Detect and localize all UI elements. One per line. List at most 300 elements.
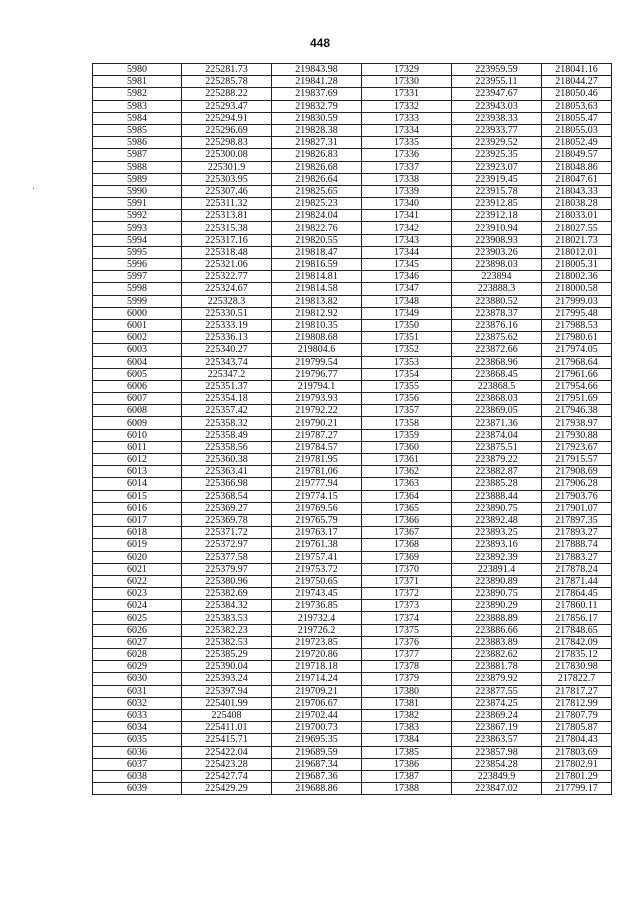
y-coordinate-left-cell: 219720.86 <box>272 649 362 661</box>
y-coordinate-right-cell: 217860.11 <box>542 600 612 612</box>
table-row <box>93 246 612 258</box>
x-coordinate-left-cell: 225383.53 <box>182 612 272 624</box>
y-coordinate-left-cell: 219799.54 <box>272 356 362 368</box>
y-coordinate-left-cell: 219813.82 <box>272 295 362 307</box>
point-number-right-cell: 17372 <box>362 588 452 600</box>
table-row <box>93 319 612 331</box>
point-number-right-cell: 17330 <box>362 76 452 88</box>
point-number-right-cell: 17351 <box>362 332 452 344</box>
point-number-left-cell: 5987 <box>93 149 182 161</box>
table-row <box>93 149 612 161</box>
y-coordinate-right-cell: 218038.28 <box>542 198 612 210</box>
point-number-right-cell: 17382 <box>362 709 452 721</box>
point-number-right-cell: 17387 <box>362 770 452 782</box>
x-coordinate-right-cell: 223919.45 <box>452 173 542 185</box>
point-number-right-cell: 17369 <box>362 551 452 563</box>
y-coordinate-left-cell: 219702.44 <box>272 709 362 721</box>
table-row <box>93 722 612 734</box>
table-row <box>93 624 612 636</box>
point-number-right-cell: 17355 <box>362 380 452 392</box>
y-coordinate-right-cell: 217835.12 <box>542 649 612 661</box>
point-number-right-cell: 17385 <box>362 746 452 758</box>
point-number-right-cell: 17354 <box>362 368 452 380</box>
y-coordinate-right-cell: 217842.09 <box>542 636 612 648</box>
y-coordinate-right-cell: 217802.91 <box>542 758 612 770</box>
point-number-left-cell: 5989 <box>93 173 182 185</box>
x-coordinate-left-cell: 225382.53 <box>182 636 272 648</box>
point-number-right-cell: 17356 <box>362 393 452 405</box>
point-number-right-cell: 17341 <box>362 210 452 222</box>
y-coordinate-left-cell: 219792.22 <box>272 405 362 417</box>
x-coordinate-left-cell: 225357.42 <box>182 405 272 417</box>
point-number-right-cell: 17371 <box>362 575 452 587</box>
table-row <box>93 551 612 563</box>
y-coordinate-right-cell: 217951.69 <box>542 393 612 405</box>
table-row <box>93 76 612 88</box>
x-coordinate-right-cell: 223869.24 <box>452 709 542 721</box>
table-row <box>93 649 612 661</box>
x-coordinate-right-cell: 223890.75 <box>452 588 542 600</box>
coordinates-table <box>92 63 612 795</box>
x-coordinate-right-cell: 223912.18 <box>452 210 542 222</box>
y-coordinate-left-cell: 219750.65 <box>272 575 362 587</box>
y-coordinate-right-cell: 218000.58 <box>542 283 612 295</box>
x-coordinate-left-cell: 225315.38 <box>182 222 272 234</box>
y-coordinate-right-cell: 217903.76 <box>542 490 612 502</box>
table-row <box>93 210 612 222</box>
x-coordinate-right-cell: 223879.22 <box>452 454 542 466</box>
x-coordinate-right-cell: 223893.16 <box>452 539 542 551</box>
y-coordinate-left-cell: 219777.94 <box>272 478 362 490</box>
y-coordinate-left-cell: 219814.58 <box>272 283 362 295</box>
y-coordinate-right-cell: 218050.46 <box>542 88 612 100</box>
x-coordinate-right-cell: 223894 <box>452 271 542 283</box>
y-coordinate-left-cell: 219718.18 <box>272 661 362 673</box>
point-number-left-cell: 6002 <box>93 332 182 344</box>
table-row <box>93 283 612 295</box>
y-coordinate-left-cell: 219687.36 <box>272 770 362 782</box>
x-coordinate-left-cell: 225307.46 <box>182 185 272 197</box>
point-number-left-cell: 6008 <box>93 405 182 417</box>
x-coordinate-left-cell: 225336.13 <box>182 332 272 344</box>
point-number-left-cell: 5997 <box>93 271 182 283</box>
point-number-left-cell: 6004 <box>93 356 182 368</box>
point-number-right-cell: 17376 <box>362 636 452 648</box>
y-coordinate-left-cell: 219761.38 <box>272 539 362 551</box>
table-row <box>93 222 612 234</box>
y-coordinate-left-cell: 219828.38 <box>272 124 362 136</box>
x-coordinate-right-cell: 223874.04 <box>452 429 542 441</box>
x-coordinate-right-cell: 223874.25 <box>452 697 542 709</box>
y-coordinate-right-cell: 217906.28 <box>542 478 612 490</box>
table-row <box>93 454 612 466</box>
point-number-left-cell: 6013 <box>93 466 182 478</box>
table-row <box>93 161 612 173</box>
y-coordinate-right-cell: 218002.36 <box>542 271 612 283</box>
table-row <box>93 405 612 417</box>
y-coordinate-left-cell: 219808.68 <box>272 332 362 344</box>
x-coordinate-left-cell: 225354.18 <box>182 393 272 405</box>
table-row <box>93 636 612 648</box>
y-coordinate-left-cell: 219774.15 <box>272 490 362 502</box>
point-number-left-cell: 5980 <box>93 64 182 76</box>
table-row <box>93 575 612 587</box>
point-number-right-cell: 17359 <box>362 429 452 441</box>
x-coordinate-left-cell: 225427.74 <box>182 770 272 782</box>
point-number-left-cell: 5998 <box>93 283 182 295</box>
x-coordinate-left-cell: 225360.38 <box>182 454 272 466</box>
point-number-left-cell: 5985 <box>93 124 182 136</box>
x-coordinate-right-cell: 223872.66 <box>452 344 542 356</box>
point-number-right-cell: 17331 <box>362 88 452 100</box>
point-number-left-cell: 6016 <box>93 502 182 514</box>
y-coordinate-right-cell: 217807.79 <box>542 709 612 721</box>
x-coordinate-left-cell: 225385.29 <box>182 649 272 661</box>
x-coordinate-right-cell: 223893.25 <box>452 527 542 539</box>
point-number-left-cell: 5994 <box>93 234 182 246</box>
y-coordinate-left-cell: 219810.35 <box>272 319 362 331</box>
point-number-left-cell: 6014 <box>93 478 182 490</box>
y-coordinate-right-cell: 217968.64 <box>542 356 612 368</box>
x-coordinate-left-cell: 225429.29 <box>182 783 272 795</box>
x-coordinate-left-cell: 225330.51 <box>182 307 272 319</box>
point-number-left-cell: 6003 <box>93 344 182 356</box>
table-row <box>93 332 612 344</box>
y-coordinate-right-cell: 217848.65 <box>542 624 612 636</box>
x-coordinate-left-cell: 225377.58 <box>182 551 272 563</box>
y-coordinate-left-cell: 219787.27 <box>272 429 362 441</box>
y-coordinate-left-cell: 219726.2 <box>272 624 362 636</box>
x-coordinate-right-cell: 223888.44 <box>452 490 542 502</box>
x-coordinate-right-cell: 223871.36 <box>452 417 542 429</box>
point-number-right-cell: 17335 <box>362 137 452 149</box>
point-number-right-cell: 17373 <box>362 600 452 612</box>
x-coordinate-right-cell: 223888.89 <box>452 612 542 624</box>
y-coordinate-right-cell: 217805.87 <box>542 722 612 734</box>
point-number-right-cell: 17350 <box>362 319 452 331</box>
y-coordinate-right-cell: 217930.88 <box>542 429 612 441</box>
table-row <box>93 709 612 721</box>
x-coordinate-left-cell: 225340.27 <box>182 344 272 356</box>
coordinates-table-body <box>93 64 612 795</box>
point-number-left-cell: 6007 <box>93 393 182 405</box>
x-coordinate-right-cell: 223892.39 <box>452 551 542 563</box>
x-coordinate-left-cell: 225401.99 <box>182 697 272 709</box>
y-coordinate-right-cell: 217883.27 <box>542 551 612 563</box>
x-coordinate-left-cell: 225300.08 <box>182 149 272 161</box>
table-row <box>93 368 612 380</box>
table-row <box>93 124 612 136</box>
x-coordinate-left-cell: 225294.91 <box>182 112 272 124</box>
table-row <box>93 539 612 551</box>
point-number-left-cell: 6036 <box>93 746 182 758</box>
point-number-right-cell: 17343 <box>362 234 452 246</box>
y-coordinate-right-cell: 218052.49 <box>542 137 612 149</box>
y-coordinate-left-cell: 219790.21 <box>272 417 362 429</box>
y-coordinate-right-cell: 217893.27 <box>542 527 612 539</box>
y-coordinate-right-cell: 217801.29 <box>542 770 612 782</box>
table-row <box>93 490 612 502</box>
table-row <box>93 734 612 746</box>
table-row <box>93 429 612 441</box>
x-coordinate-left-cell: 225358.49 <box>182 429 272 441</box>
x-coordinate-right-cell: 223923.07 <box>452 161 542 173</box>
y-coordinate-left-cell: 219714.24 <box>272 673 362 685</box>
table-row <box>93 64 612 76</box>
point-number-right-cell: 17347 <box>362 283 452 295</box>
y-coordinate-right-cell: 218027.55 <box>542 222 612 234</box>
x-coordinate-left-cell: 225311.32 <box>182 198 272 210</box>
point-number-right-cell: 17380 <box>362 685 452 697</box>
point-number-right-cell: 17348 <box>362 295 452 307</box>
y-coordinate-left-cell: 219827.31 <box>272 137 362 149</box>
x-coordinate-right-cell: 223868.5 <box>452 380 542 392</box>
point-number-right-cell: 17384 <box>362 734 452 746</box>
point-number-left-cell: 6025 <box>93 612 182 624</box>
y-coordinate-left-cell: 219794.1 <box>272 380 362 392</box>
x-coordinate-right-cell: 223959.59 <box>452 64 542 76</box>
x-coordinate-right-cell: 223892.48 <box>452 514 542 526</box>
x-coordinate-right-cell: 223891.4 <box>452 563 542 575</box>
point-number-left-cell: 6001 <box>93 319 182 331</box>
y-coordinate-right-cell: 218055.47 <box>542 112 612 124</box>
point-number-left-cell: 5995 <box>93 246 182 258</box>
y-coordinate-left-cell: 219765.79 <box>272 514 362 526</box>
y-coordinate-right-cell: 217938.97 <box>542 417 612 429</box>
table-row <box>93 198 612 210</box>
point-number-left-cell: 5981 <box>93 76 182 88</box>
y-coordinate-right-cell: 218053.63 <box>542 100 612 112</box>
table-row <box>93 271 612 283</box>
x-coordinate-right-cell: 223868.03 <box>452 393 542 405</box>
y-coordinate-left-cell: 219824.04 <box>272 210 362 222</box>
point-number-left-cell: 5991 <box>93 198 182 210</box>
point-number-right-cell: 17377 <box>362 649 452 661</box>
x-coordinate-right-cell: 223867.19 <box>452 722 542 734</box>
table-row <box>93 417 612 429</box>
y-coordinate-left-cell: 219843.98 <box>272 64 362 76</box>
x-coordinate-right-cell: 223915.78 <box>452 185 542 197</box>
point-number-right-cell: 17338 <box>362 173 452 185</box>
y-coordinate-left-cell: 219832.79 <box>272 100 362 112</box>
point-number-right-cell: 17386 <box>362 758 452 770</box>
y-coordinate-right-cell: 217897.35 <box>542 514 612 526</box>
table-row <box>93 600 612 612</box>
point-number-right-cell: 17362 <box>362 466 452 478</box>
y-coordinate-left-cell: 219781.95 <box>272 454 362 466</box>
y-coordinate-left-cell: 219814.81 <box>272 271 362 283</box>
point-number-left-cell: 6039 <box>93 783 182 795</box>
point-number-right-cell: 17374 <box>362 612 452 624</box>
x-coordinate-right-cell: 223882.62 <box>452 649 542 661</box>
x-coordinate-right-cell: 223857.98 <box>452 746 542 758</box>
table-row <box>93 380 612 392</box>
x-coordinate-right-cell: 223877.55 <box>452 685 542 697</box>
point-number-right-cell: 17353 <box>362 356 452 368</box>
point-number-left-cell: 5984 <box>93 112 182 124</box>
x-coordinate-right-cell: 223890.75 <box>452 502 542 514</box>
y-coordinate-right-cell: 218048.86 <box>542 161 612 173</box>
point-number-right-cell: 17388 <box>362 783 452 795</box>
point-number-right-cell: 17361 <box>362 454 452 466</box>
point-number-left-cell: 6027 <box>93 636 182 648</box>
y-coordinate-left-cell: 219757.41 <box>272 551 362 563</box>
x-coordinate-left-cell: 225281.73 <box>182 64 272 76</box>
x-coordinate-left-cell: 225347.2 <box>182 368 272 380</box>
y-coordinate-left-cell: 219763.17 <box>272 527 362 539</box>
y-coordinate-left-cell: 219769.56 <box>272 502 362 514</box>
point-number-left-cell: 6034 <box>93 722 182 734</box>
point-number-right-cell: 17358 <box>362 417 452 429</box>
x-coordinate-left-cell: 225285.78 <box>182 76 272 88</box>
x-coordinate-left-cell: 225358.56 <box>182 441 272 453</box>
y-coordinate-right-cell: 217946.38 <box>542 405 612 417</box>
point-number-left-cell: 6035 <box>93 734 182 746</box>
x-coordinate-left-cell: 225366.98 <box>182 478 272 490</box>
x-coordinate-right-cell: 223878.37 <box>452 307 542 319</box>
table-row <box>93 344 612 356</box>
y-coordinate-right-cell: 218033.01 <box>542 210 612 222</box>
x-coordinate-left-cell: 225288.22 <box>182 88 272 100</box>
x-coordinate-left-cell: 225298.83 <box>182 137 272 149</box>
y-coordinate-right-cell: 217812.99 <box>542 697 612 709</box>
point-number-right-cell: 17365 <box>362 502 452 514</box>
y-coordinate-left-cell: 219688.86 <box>272 783 362 795</box>
y-coordinate-left-cell: 219826.68 <box>272 161 362 173</box>
x-coordinate-left-cell: 225293.47 <box>182 100 272 112</box>
point-number-right-cell: 17366 <box>362 514 452 526</box>
point-number-left-cell: 5993 <box>93 222 182 234</box>
point-number-right-cell: 17375 <box>362 624 452 636</box>
table-row <box>93 307 612 319</box>
point-number-right-cell: 17349 <box>362 307 452 319</box>
x-coordinate-left-cell: 225380.96 <box>182 575 272 587</box>
x-coordinate-right-cell: 223854.28 <box>452 758 542 770</box>
point-number-left-cell: 6012 <box>93 454 182 466</box>
table-row <box>93 478 612 490</box>
y-coordinate-right-cell: 217830.98 <box>542 661 612 673</box>
point-number-left-cell: 6010 <box>93 429 182 441</box>
y-coordinate-left-cell: 219723.85 <box>272 636 362 648</box>
point-number-right-cell: 17342 <box>362 222 452 234</box>
y-coordinate-left-cell: 219822.76 <box>272 222 362 234</box>
y-coordinate-right-cell: 217822.7 <box>542 673 612 685</box>
point-number-left-cell: 6030 <box>93 673 182 685</box>
table-row <box>93 673 612 685</box>
point-number-right-cell: 17357 <box>362 405 452 417</box>
y-coordinate-left-cell: 219706.67 <box>272 697 362 709</box>
point-number-left-cell: 6028 <box>93 649 182 661</box>
y-coordinate-right-cell: 217915.57 <box>542 454 612 466</box>
x-coordinate-left-cell: 225379.97 <box>182 563 272 575</box>
x-coordinate-left-cell: 225351.37 <box>182 380 272 392</box>
table-row <box>93 259 612 271</box>
y-coordinate-left-cell: 219820.55 <box>272 234 362 246</box>
y-coordinate-left-cell: 219695.35 <box>272 734 362 746</box>
point-number-right-cell: 17364 <box>362 490 452 502</box>
x-coordinate-right-cell: 223881.78 <box>452 661 542 673</box>
point-number-right-cell: 17339 <box>362 185 452 197</box>
point-number-left-cell: 6033 <box>93 709 182 721</box>
y-coordinate-left-cell: 219804.6 <box>272 344 362 356</box>
x-coordinate-left-cell: 225303.95 <box>182 173 272 185</box>
x-coordinate-right-cell: 223847.02 <box>452 783 542 795</box>
y-coordinate-right-cell: 217888.74 <box>542 539 612 551</box>
table-row <box>93 502 612 514</box>
table-row <box>93 295 612 307</box>
y-coordinate-left-cell: 219793.93 <box>272 393 362 405</box>
point-number-left-cell: 6018 <box>93 527 182 539</box>
table-row <box>93 356 612 368</box>
point-number-right-cell: 17352 <box>362 344 452 356</box>
point-number-left-cell: 6037 <box>93 758 182 770</box>
point-number-right-cell: 17332 <box>362 100 452 112</box>
point-number-left-cell: 5988 <box>93 161 182 173</box>
y-coordinate-right-cell: 217901.07 <box>542 502 612 514</box>
table-row <box>93 783 612 795</box>
point-number-right-cell: 17344 <box>362 246 452 258</box>
y-coordinate-right-cell: 218041.16 <box>542 64 612 76</box>
x-coordinate-left-cell: 225318.48 <box>182 246 272 258</box>
x-coordinate-right-cell: 223875.51 <box>452 441 542 453</box>
point-number-left-cell: 6031 <box>93 685 182 697</box>
x-coordinate-right-cell: 223876.16 <box>452 319 542 331</box>
point-number-left-cell: 6011 <box>93 441 182 453</box>
point-number-right-cell: 17336 <box>362 149 452 161</box>
y-coordinate-left-cell: 219796.77 <box>272 368 362 380</box>
table-row <box>93 514 612 526</box>
x-coordinate-right-cell: 223863.57 <box>452 734 542 746</box>
table-row <box>93 527 612 539</box>
x-coordinate-right-cell: 223943.03 <box>452 100 542 112</box>
point-number-right-cell: 17368 <box>362 539 452 551</box>
y-coordinate-left-cell: 219753.72 <box>272 563 362 575</box>
y-coordinate-left-cell: 219830.59 <box>272 112 362 124</box>
y-coordinate-right-cell: 218044.27 <box>542 76 612 88</box>
x-coordinate-left-cell: 225382.23 <box>182 624 272 636</box>
point-number-right-cell: 17379 <box>362 673 452 685</box>
y-coordinate-right-cell: 217908.69 <box>542 466 612 478</box>
point-number-left-cell: 6022 <box>93 575 182 587</box>
x-coordinate-right-cell: 223885.28 <box>452 478 542 490</box>
x-coordinate-right-cell: 223933.77 <box>452 124 542 136</box>
point-number-left-cell: 6029 <box>93 661 182 673</box>
x-coordinate-left-cell: 225415.71 <box>182 734 272 746</box>
y-coordinate-right-cell: 217995.48 <box>542 307 612 319</box>
y-coordinate-left-cell: 219687.34 <box>272 758 362 770</box>
y-coordinate-right-cell: 217817.27 <box>542 685 612 697</box>
y-coordinate-right-cell: 217804.43 <box>542 734 612 746</box>
point-number-left-cell: 6019 <box>93 539 182 551</box>
x-coordinate-left-cell: 225296.69 <box>182 124 272 136</box>
y-coordinate-left-cell: 219689.59 <box>272 746 362 758</box>
point-number-right-cell: 17360 <box>362 441 452 453</box>
y-coordinate-left-cell: 219781.06 <box>272 466 362 478</box>
x-coordinate-left-cell: 225382.69 <box>182 588 272 600</box>
x-coordinate-left-cell: 225422.04 <box>182 746 272 758</box>
y-coordinate-right-cell: 217974.05 <box>542 344 612 356</box>
point-number-left-cell: 6026 <box>93 624 182 636</box>
point-number-left-cell: 6005 <box>93 368 182 380</box>
x-coordinate-right-cell: 223875.62 <box>452 332 542 344</box>
point-number-left-cell: 5996 <box>93 259 182 271</box>
y-coordinate-left-cell: 219818.47 <box>272 246 362 258</box>
point-number-left-cell: 6015 <box>93 490 182 502</box>
point-number-right-cell: 17381 <box>362 697 452 709</box>
scan-artifact-dot: · <box>32 184 36 195</box>
y-coordinate-left-cell: 219841.28 <box>272 76 362 88</box>
x-coordinate-right-cell: 223868.45 <box>452 368 542 380</box>
